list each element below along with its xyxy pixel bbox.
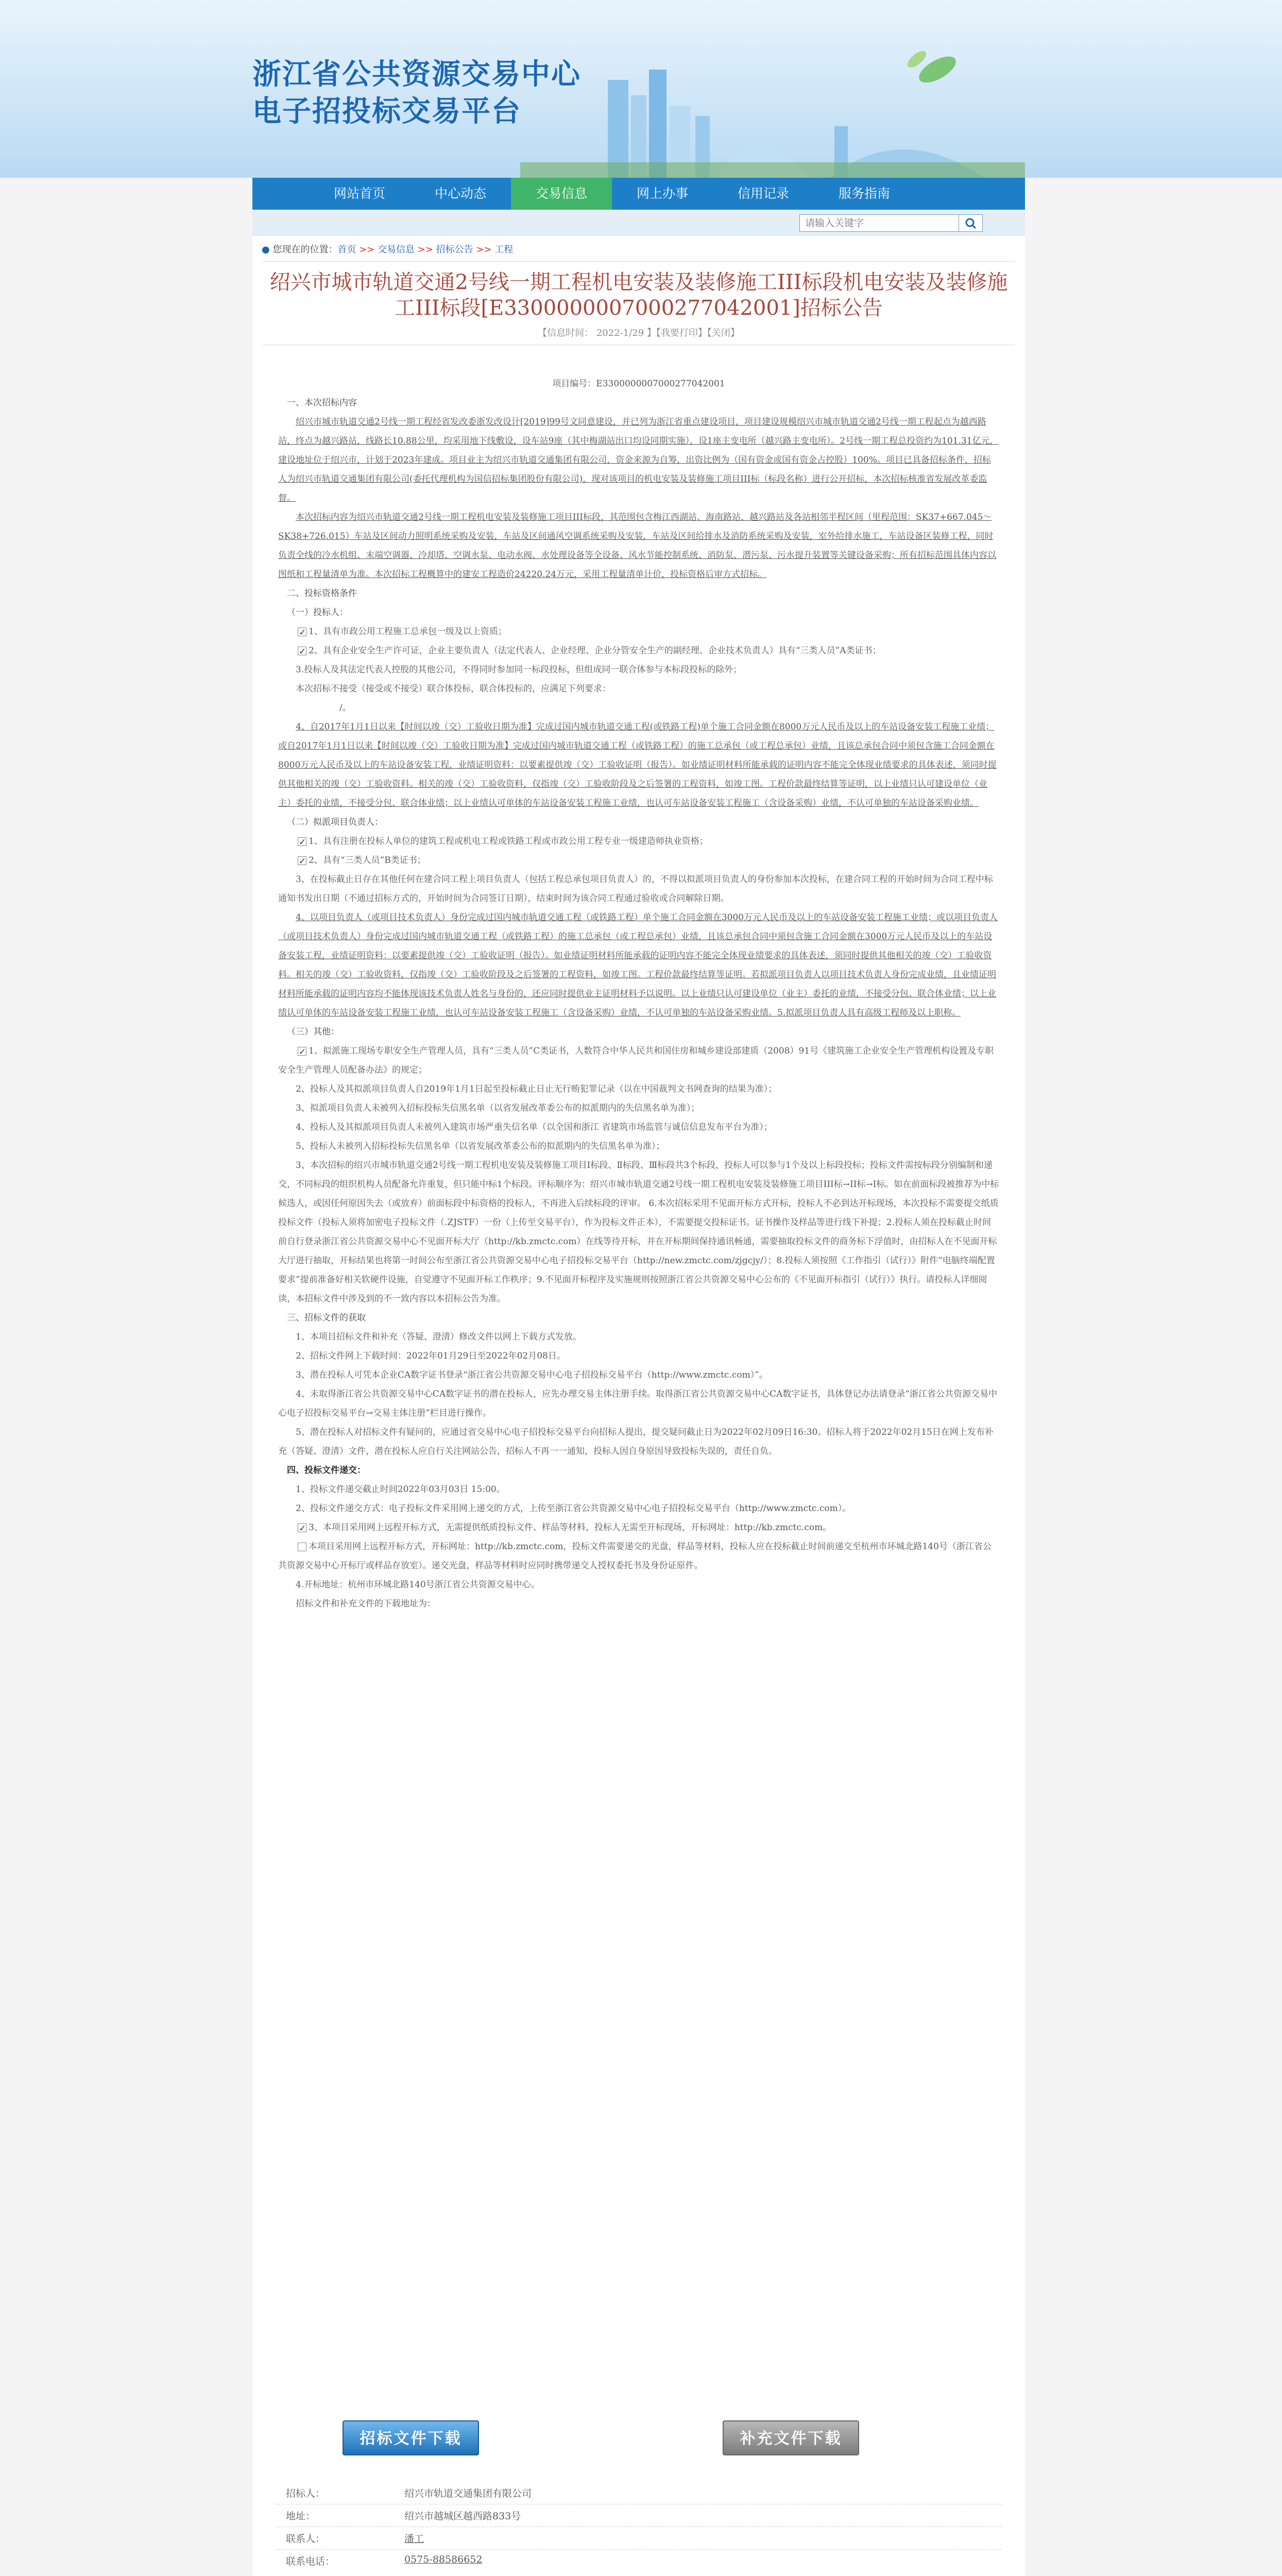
contact-value: 绍兴市轨道交通集团有限公司 <box>404 2488 532 2499</box>
paragraph: 1、本项目招标文件和补充（答疑、澄清）修改文件以网上下载方式发放。 <box>296 1332 582 1342</box>
contact-row <box>276 2482 1002 2504</box>
paragraph: 2、投标文件递交方式：电子投标文件采用网上递交的方式，上传至浙江省公共资源交易中心电子招投标交易平台（http://www.zmctc.com）。 <box>296 1503 851 1514</box>
checkbox[interactable] <box>298 1543 306 1551</box>
search-icon <box>959 215 983 232</box>
bid-file-download-button[interactable]: 招标文件下载 <box>343 2420 479 2455</box>
paragraph: 5、投标人未被列入招标投标失信黑名单（以省发展改革委公布的拟派期内的失信黑名单为准）； <box>296 1141 665 1151</box>
location-icon: ● <box>262 244 270 255</box>
paragraph: 本次招标不接受（接受或不接受）联合体投标，联合体投标的，应满足下列要求： <box>296 684 611 694</box>
contact-label: 联系电话： <box>286 2556 335 2567</box>
search-button[interactable] <box>959 214 983 232</box>
paragraph: 5、潜在投标人对招标文件有疑问的，应通过省交易中心电子招投标交易平台向招标人提出，提交疑问截止日为2022年02月09日16:30。招标人将于2022年02月15日在网上发布补充（答疑、澄清）文件，潜在投标人应自行关注网站公告，招标人不再一一通知，投标人因自身原因导致投标失误的，责任自负。 <box>278 1427 994 1456</box>
paragraph: 3.投标人及其法定代表人控股的其他公司，不得同时参加同一标段投标，但组成同一联合体参与本标段投标的除外； <box>296 665 742 675</box>
breadcrumb-current[interactable]: 工程 <box>494 244 514 255</box>
subsection-heading: （二）拟派项目负责人： <box>287 817 383 827</box>
paragraph: 3、在投标截止日存在其他任何在建合同工程上项目负责人（包括工程总承包项目负责人）的，不得以拟派项目负责人的身份参加本次投标，在建合同工程的开始时间为合同工程中标通知书发出日期（不通过招标方式的，开始时间为合同签订日期），结束时间为该合同工程通过验收或合同解除日期。 <box>278 874 993 904</box>
announcement-body <box>278 375 999 1614</box>
nav-online-service[interactable]: 网上办事 <box>636 186 688 201</box>
nav-credit-records[interactable]: 信用记录 <box>737 186 789 201</box>
paragraph: 1、具有市政公用工程施工总承包一级及以上资质； <box>309 626 507 637</box>
project-number: 项目编号：E3300000007000277042001 <box>552 379 725 389</box>
paragraph: 本项目采用网上远程开标方式，开标网址：http://kb.zmctc.com，投标文件需要递交的光盘，样品等材料，投标人应在投标截止时间前递交至杭州市环城北路140号（浙江省公共资源交易中心开标厅或样品存放室）。递交光盘，样品等材料时应同时携带递交人授权委托书及身份证原件。 <box>278 1541 992 1571</box>
paragraph: 3、本次招标的绍兴市城市轨道交通2号线一期工程机电安装及装修施工项目Ⅰ标段、Ⅱ标段、Ⅲ标段共3个标段，投标人可以参与1个及以上标段投标；投标文件需按标段分别编制和递交，不同标段的组织机构人员配备允许重复，但只能中标1个标段。评标顺序为：绍兴市城市轨道交通2号线一期工程机电安装及装修施工项目III标→II标→Ⅰ标。如在前面标段被推荐为中标候选人，或因任何原因失去（或放弃）前面标段中标资格的投标人，不再进入后续标段的评审。 6.本次招标采用不见面开标方式开标，投标人不必到达开标现场，本次投标不需要提交纸质投标文件（投标人须将加密电子投标文件（.ZJSTF）一份（上传至交易平台），作为投标文件正本），不需要提交投标证书。证书操作及样品等进行线下补提；2.投标人须在投标截止时间前自行登录浙江省公共资源交易中心不见面开标大厅（http://kb.zmctc.com）在线等待开标，并在开标期间保持通讯畅通，需要抽取投标文件的商务标下浮值时，由招标人在不见面开标大厅进行抽取，开标结果也将第一时间公布至浙江省公共资源交易中心电子招投标交易平台（http://new.zmctc.com/zjgcjy/）；8.投标人须按照《工作指引（试行）》附件“电脑终端配置要求”提前准备好相关软硬件设施，自觉遵守不见面开标工作秩序；9.不见面开标程序及实施规则按照浙江省公共资源交易中心公布的《不见面开标指引（试行）》执行。请投标人详细阅读，本招标文件中涉及到的不一致内容以本招标公告为准。 <box>278 1160 999 1304</box>
nav-news[interactable]: 中心动态 <box>434 186 486 201</box>
divider <box>263 261 1015 262</box>
contact-row <box>276 2527 1002 2550</box>
paragraph: 1、拟派施工现场专职安全生产管理人员，具有“三类人员”C类证书，人数符合中华人民共和国住房和城乡建设部建质（2008）91号《建筑施工企业安全生产管理机构设置及专职安全生产管理人员配备办法》的规定； <box>278 1046 994 1075</box>
paragraph: 4、以项目负责人（或项目技术负责人）身份完成过国内城市轨道交通工程（或铁路工程）单个施工合同金额在3000万元人民币及以上的车站设备安装工程施工业绩；或以项目负责人（或项目技术负责人）身份完成过国内城市轨道交通工程（或铁路工程）的施工总承包（或工程总承包）业绩，且该总承包合同中须包含施工合同金额在3000万元人民币及以上的车站设备安装工程，业绩证明资料：以要素提供竣（交）工验收证明（报告）。如业绩证明材料所能承载的证明内容不能完全体现业绩要求的具体表述，须同时提供其他相关的竣（交）工验收资料。相关的竣（交）工验收资料，仅指竣（交）工验收阶段及之后签署的工程资料，如竣工图。工程价款最终结算等证明。若拟派项目负责人以项目技术负责人身份完成业绩，且业绩证明材料所能承载的证明内容均不能体现该技术负责人姓名与身份的，还应同时提供业主证明材料予以说明。以上业绩只认可建设单位（业主）委托的业绩，不接受分包、联合体业绩；以上业绩认可单体的车站设备安装工程施工业绩，也认可车站设备安装工程施工（含设备采购）业绩，不认可单独的车站设备采购业绩。5.拟派项目负责人具有高级工程师及以上职称。 <box>278 912 998 1018</box>
contact-value: 绍兴市越城区越西路833号 <box>404 2511 521 2522</box>
paragraph: 2、具有企业安全生产许可证，企业主要负责人（法定代表人、企业经理、企业分管安全生产的副经理、企业技术负责人）具有“三类人员”A类证书； <box>309 646 881 656</box>
paragraph: 3、本项目采用网上远程开标方式，无需提供纸质投标文件、样品等材料，投标人无需至开标现场，开标网址：http://kb.zmctc.com。 <box>309 1522 832 1533</box>
contact-value: 0575-88586652 <box>404 2554 483 2565</box>
paragraph: 4、投标人及其拟派项目负责人未被列入建筑市场严重失信名单（以全国和浙江 省建筑市场监管与诚信信息发布平台为准）； <box>296 1122 773 1132</box>
paragraph: /。 <box>339 703 351 713</box>
paragraph: 4、未取得浙江省公共资源交易中心CA数字证书的潜在投标人，应先办理交易主体注册手续。取得浙江省公共资源交易中心CA数字证书，具体登记办法请登录“浙江省公共资源交易中心电子招投标交易平台→交易主体注册”栏目进行操作。 <box>278 1389 998 1418</box>
breadcrumb-home[interactable]: 首页 <box>337 244 356 255</box>
checkbox[interactable] <box>298 1047 306 1056</box>
paragraph: 2、招标文件网上下载时间：2022年01月29日至2022年02月08日。 <box>296 1351 566 1361</box>
contact-label: 联系人： <box>286 2533 326 2545</box>
breadcrumb-prefix: 您现在的位置： <box>272 244 338 255</box>
checkbox[interactable] <box>298 1523 306 1532</box>
section-heading: 二、投标资格条件 <box>287 588 357 599</box>
contact-row <box>276 2550 1002 2576</box>
site-title-line2: 电子招投标交易平台 <box>252 95 521 128</box>
paragraph: 4.开标地址：杭州市环城北路140号浙江省公共资源交易中心。 <box>296 1580 540 1590</box>
paragraph: 4、自2017年1月1日以来【时间以竣（交）工验收日期为准】完成过国内城市轨道交通工程(或铁路工程)单个施工合同金额在8000万元人民币及以上的车站设备安装工程施工业绩；或自2017年1月1日以来【时间以竣（交）工验收日期为准】完成过国内城市轨道交通工程（或铁路工程）的施工总承包（或工程总承包）业绩，且该总承包合同中须包含施工合同金额在8000万元人民币及以上的车站设备安装工程，业绩证明资料：以要素提供竣（交）工验收证明（报告）。如业绩证明材料所能承载的证明内容不能完全体现业绩要求的具体表述，须同时提供其他相关的竣（交）工验收资料。相关的竣（交）工验收资料，仅指竣（交）工验收阶段及之后签署的工程资料，如竣工图。工程价款最终结算等证明，以上业绩只认可建设单位（业主）委托的业绩，不接受分包、联合体业绩；以上业绩认可单体的车站设备安装工程施工业绩，也认可车站设备安装工程施工（含设备采购）业绩，不认可单独的车站设备采购业绩。 <box>278 722 997 808</box>
search-bar <box>252 210 1025 235</box>
checkbox[interactable] <box>298 628 306 636</box>
paragraph: 3、拟派项目负责人未被列入招标投标失信黑名单（以省发展改革委公布的拟派期内的失信黑名单为准）； <box>296 1103 700 1113</box>
supplement-file-download-button[interactable]: 补充文件下载 <box>723 2420 859 2455</box>
checkbox[interactable] <box>298 647 306 655</box>
paragraph: 绍兴市城市轨道交通2号线一期工程经省发改委浙发改设计[2019]99号文同意建设，并已列为浙江省重点建设项目，项目建设规模绍兴市城市轨道交通2号线一期工程起点为越西路站，终点为越兴路站，线路长10.88公里，均采用地下线敷设，设车站9座（其中梅湖站出口均设同期实施），设1座主变电所（越兴路主变电所）。2号线一期工程总投资约为101.31亿元，建设地址位于绍兴市，计划于2023年建成。项目业主为绍兴市轨道交通集团有限公司，资金来源为自筹，出资比例为（国有资金或国有资金占控股）100%。项目已具备招标条件，招标人为绍兴市轨道交通集团有限公司(委托代理机构为国信招标集团股份有限公司)，现对该项目的机电安装及装修施工项目III标（标段名称）进行公开招标，本次招标核准省发展改革委监督。 <box>278 417 999 503</box>
paragraph: 1、投标文件递交截止时间2022年03月03日 15:00。 <box>296 1484 505 1495</box>
breadcrumb-level2[interactable]: 招标公告 <box>436 244 473 255</box>
breadcrumb-sep: >> <box>356 244 378 255</box>
paragraph: 1、具有注册在投标人单位的建筑工程或机电工程或铁路工程或市政公用工程专业一级建造师执业资格； <box>309 836 708 846</box>
nav-service-guide[interactable]: 服务指南 <box>838 186 890 201</box>
page-title: 绍兴市城市轨道交通2号线一期工程机电安装及装修施工III标段机电安装及装修施工III标段[E3300000007000277042001]招标公告 <box>269 270 1008 320</box>
breadcrumb-sep: >> <box>415 244 436 255</box>
section-heading: 四、投标文件递交： <box>287 1465 366 1476</box>
subsection-heading: （一）投标人： <box>287 607 348 618</box>
nav-trade-info[interactable]: 交易信息 <box>511 178 612 210</box>
checkbox[interactable] <box>298 837 306 846</box>
contact-row <box>276 2504 1002 2527</box>
site-title-line1: 浙江省公共资源交易中心 <box>252 58 581 91</box>
paragraph: 本次招标内容为绍兴市轨道交通2号线一期工程机电安装及装修施工项目III标段，其范围包含梅江西湖站、海南路站、越兴路站及各站相邻半程区间（里程范围：SK37+667.045～SK38+726.015）车站及区间动力照明系统采购及安装，车站及区间通风空调系统采购及安装，车站及区间给排水及消防系统采购及安装，室外给排水施工，车站设备区装修工程，同时负责全线的冷水机组、末端空调器、冷却塔、空调水泵、电动水阀、水处理设备等全设备、风水节能控制系统、消防泵、潜污泵、污水提升装置等关键设备采购；所有招标范围具体内容以图纸和工程量清单为准。本次招标工程概算中的建安工程造价24220.24万元，采用工程量清单计价，投标资格后审方式招标。 <box>278 512 996 580</box>
breadcrumb <box>262 241 513 259</box>
city-skyline-illustration <box>520 39 1025 178</box>
publish-meta[interactable]: 【信息时间： 2022-1/29 】【我要打印】【关闭】 <box>538 328 740 338</box>
subsection-heading: （三）其他： <box>287 1027 339 1037</box>
paragraph: 2、投标人及其拟派项目负责人自2019年1月1日起至投标截止日止无行贿犯罪记录（以在中国裁判文书网查询的结果为准）； <box>296 1084 777 1094</box>
breadcrumb-sep: >> <box>473 244 495 255</box>
search-input[interactable] <box>799 214 959 232</box>
paragraph: 3、潜在投标人可凭本企业CA数字证书登录“浙江省公共资源交易中心电子招投标交易平台（http://www.zmctc.com）”。 <box>296 1370 768 1380</box>
nav-home[interactable]: 网站首页 <box>333 186 385 201</box>
site-header <box>0 0 1282 178</box>
contact-value: 潘工 <box>404 2533 424 2545</box>
section-heading: 一、本次招标内容 <box>287 398 357 408</box>
breadcrumb-level1[interactable]: 交易信息 <box>378 244 415 255</box>
contact-label: 地址： <box>286 2511 316 2522</box>
paragraph: 2、具有“三类人员”B类证书； <box>309 855 426 866</box>
checkbox[interactable] <box>298 856 306 865</box>
section-heading: 三、招标文件的获取 <box>287 1313 366 1323</box>
main-nav <box>252 178 1025 210</box>
main-content <box>252 235 1025 2576</box>
contact-label: 招标人： <box>286 2488 326 2499</box>
paragraph: 招标文件和补充文件的下载地址为： <box>296 1599 436 1609</box>
